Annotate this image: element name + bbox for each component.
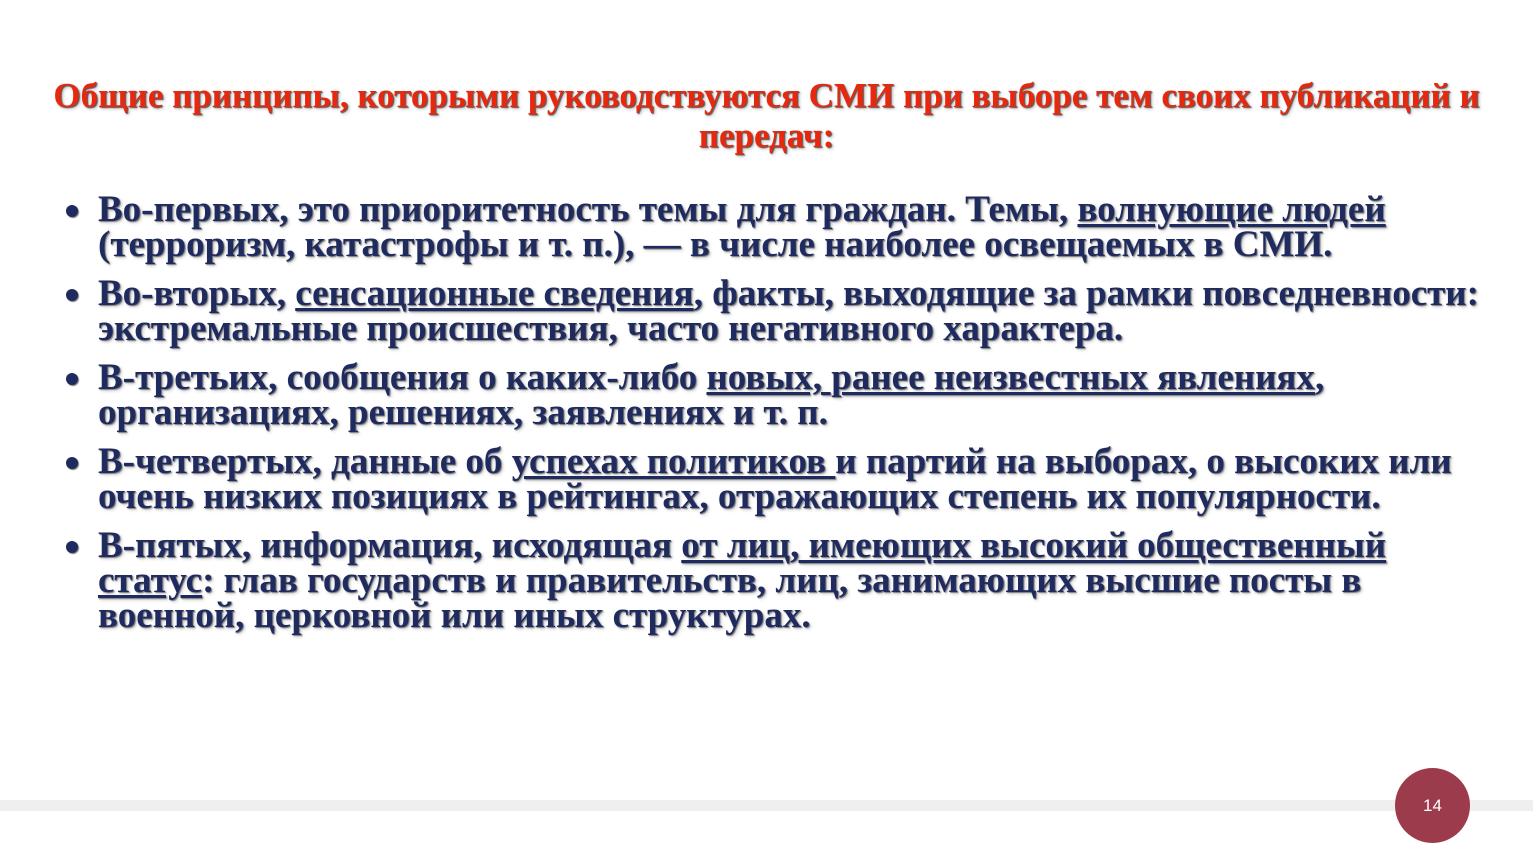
bullet-text: В-четвертых, данные об: [98, 441, 512, 482]
page-number-badge: 14: [1395, 768, 1470, 843]
bullet-text: (терроризм, катастрофы и т. п.), — в числе наиболее освещаемых в СМИ.: [98, 224, 1333, 265]
bullet-item-1: [60, 189, 1500, 265]
bullet-dot-icon: [66, 457, 78, 469]
footer-bar: [0, 800, 1533, 811]
underlined-phrase: успехах политиков: [511, 441, 836, 482]
bullet-text: , организациях, решениях, заявлениях и т. п.: [98, 357, 1325, 433]
bullet-text: В-третьих, сообщения о каких-либо: [98, 357, 707, 398]
bullet-dot-icon: [66, 289, 78, 301]
underlined-phrase: сенсационные сведения: [295, 273, 694, 314]
bullet-text: и партий на выборах, о высоких или очень низких позициях в рейтингах, отражающих степень их популярности.: [98, 441, 1452, 517]
bullet-text: Во-первых, это приоритетность темы для граждан. Темы,: [98, 189, 1078, 230]
bullet-text: Во-вторых,: [98, 273, 296, 314]
slide-title: Общие принципы, которыми руководствуются СМИ при выборе тем своих публикаций и передач:: [53, 76, 1480, 155]
bullet-dot-icon: [66, 541, 78, 553]
bullet-text: В-пятых, информация, исходящая: [98, 525, 682, 566]
underlined-phrase: новых, ранее неизвестных явлениях: [706, 357, 1315, 398]
bullet-item-2: [60, 273, 1500, 349]
bullet-text: : глав государств и правительств, лиц, занимающих высшие посты в военной, церковной или иных структурах.: [98, 560, 1362, 636]
underlined-phrase: волнующие людей: [1077, 189, 1386, 230]
underlined-phrase: от лиц, имеющих высокий общественный статус: [98, 525, 1387, 601]
bullet-item-3: [60, 357, 1500, 433]
bullet-dot-icon: [66, 205, 78, 217]
bullet-item-4: [60, 441, 1500, 517]
bullet-dot-icon: [66, 373, 78, 385]
bullet-item-5: [60, 525, 1500, 636]
bullet-text: , факты, выходящие за рамки повседневности: экстремальные происшествия, часто негативного характера.: [98, 273, 1479, 349]
bullet-list: [60, 189, 1500, 647]
